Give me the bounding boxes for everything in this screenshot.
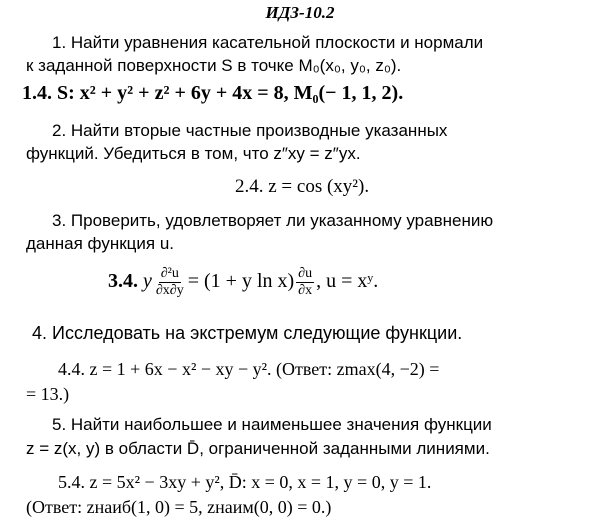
problem-4-4-line-1: 4.4. z = 1 + 6x − x² − xy − y². (Ответ: zmax(4, −2) = (58, 359, 440, 379)
task-3-line-1: 3. Проверить, удовлетворяет ли указанному уравнению (52, 211, 494, 230)
problem-3-4-middle: = (1 + y ln x) (187, 270, 295, 293)
document-title: ИДЗ-10.2 (265, 3, 335, 22)
fraction-2-numerator: ∂u (298, 266, 313, 281)
problem-1-4: 1.4. S: x² + y² + z² + 6y + 4x = 8, M₀(− 1, 1, 2). (22, 82, 404, 104)
problem-4-4-line-2: = 13.) (26, 384, 70, 404)
task-2-line-2: функций. Убедиться в том, что z″xy = z″yx. (26, 144, 361, 163)
task-1-line-2: к заданной поверхности S в точке M₀(x₀, y₀, z₀). (26, 56, 402, 75)
task-4: 4. Исследовать на экстремум следующие функции. (32, 323, 463, 343)
problem-3-4 (108, 266, 378, 299)
problem-5-4-line-1: 5.4. z = 5x² − 3xy + y², D̄: x = 0, x = 1, y = 0, y = 1. (58, 472, 432, 492)
problem-3-4-y: y (143, 270, 152, 293)
problem-5-4-line-2: (Ответ: zнаиб(1, 0) = 5, zнаим(0, 0) = 0.) (26, 497, 332, 517)
task-5-line-2: z = z(x, y) в области D̄, ограниченной заданными линиями. (26, 439, 490, 458)
fraction-d2u-dxdy (154, 266, 186, 299)
task-2-line-1: 2. Найти вторые частные производные указанных (52, 121, 448, 140)
problem-3-4-tail: , u = xʸ. (316, 270, 379, 293)
problem-3-4-label: 3.4. (108, 270, 138, 293)
fraction-1-denominator: ∂x∂y (155, 283, 184, 298)
problem-2-4: 2.4. z = cos (xy²). (235, 176, 370, 197)
fraction-1-numerator: ∂²u (160, 266, 179, 281)
fraction-du-dx (296, 266, 314, 299)
task-1-line-1: 1. Найти уравнения касательной плоскости и нормали (52, 33, 484, 52)
task-3-line-2: данная функция u. (26, 234, 174, 253)
fraction-2-denominator: ∂x (298, 283, 313, 298)
task-5-line-1: 5. Найти наибольшее и наименьшее значения функции (52, 415, 492, 434)
